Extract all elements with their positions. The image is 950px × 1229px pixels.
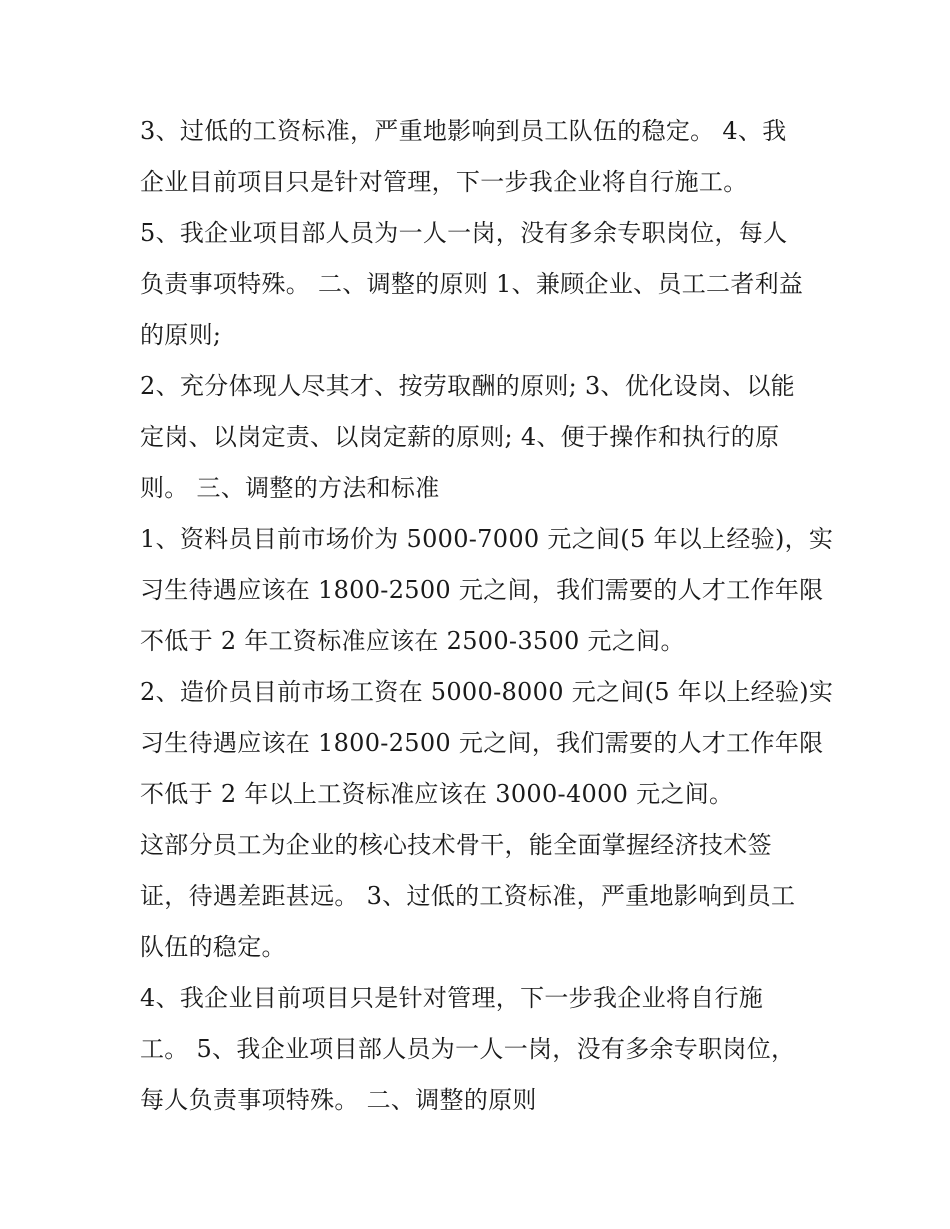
document-body [140, 106, 834, 1126]
text-line: 习生待遇应该在 1800-2500 元之间，我们需要的人才工作年限 [140, 576, 824, 604]
text-line: 证，待遇差距甚远。 3、过低的工资标准，严重地影响到员工 [140, 882, 796, 910]
text-line: 1、资料员目前市场价为 5000-7000 元之间(5 年以上经验)，实 [140, 525, 834, 553]
text-line: 队伍的稳定。 [140, 933, 286, 961]
text-line: 2、充分体现人尽其才、按劳取酬的原则; 3、优化设岗、以能 [140, 372, 795, 400]
text-line: 习生待遇应该在 1800-2500 元之间，我们需要的人才工作年限 [140, 729, 824, 757]
text-line: 2、造价员目前市场工资在 5000-8000 元之间(5 年以上经验)实 [140, 678, 834, 706]
text-line: 负责事项特殊。 二、调整的原则 1、兼顾企业、员工二者利益 [140, 270, 804, 298]
text-line: 4、我企业目前项目只是针对管理，下一步我企业将自行施 [140, 984, 764, 1012]
text-line: 工。 5、我企业项目部人员为一人一岗，没有多余专职岗位， [140, 1035, 796, 1063]
text-line: 5、我企业项目部人员为一人一岗，没有多余专职岗位，每人 [140, 219, 788, 247]
text-line: 的原则; [140, 321, 222, 349]
text-line: 不低于 2 年以上工资标准应该在 3000-4000 元之间。 [140, 780, 734, 808]
text-line: 这部分员工为企业的核心技术骨干，能全面掌握经济技术签 [140, 831, 772, 859]
text-line: 3、过低的工资标准，严重地影响到员工队伍的稳定。 4、我 [140, 117, 787, 145]
text-line: 定岗、以岗定责、以岗定薪的原则; 4、便于操作和执行的原 [140, 423, 780, 451]
text-line: 不低于 2 年工资标准应该在 2500-3500 元之间。 [140, 627, 685, 655]
text-line: 每人负责事项特殊。 二、调整的原则 [140, 1086, 537, 1114]
text-line: 企业目前项目只是针对管理，下一步我企业将自行施工。 [140, 168, 748, 196]
text-line: 则。 三、调整的方法和标准 [140, 474, 440, 502]
